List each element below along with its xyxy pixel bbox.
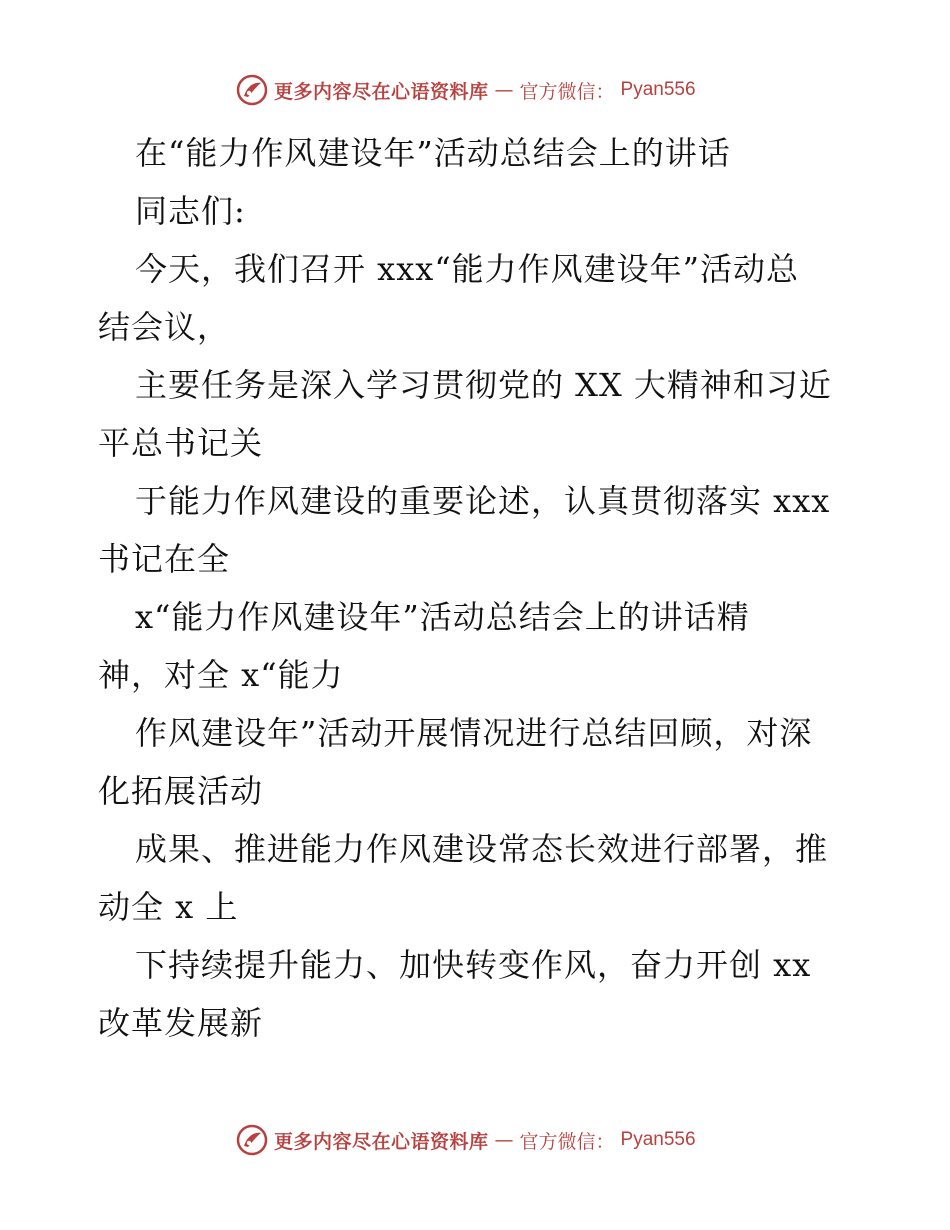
body-line: 作风建设年”活动开展情况进行总结回顾，对深: [135, 714, 813, 752]
body-line: 改革发展新: [98, 1004, 264, 1042]
body-line: 结会议，: [98, 308, 231, 346]
footer-banner: [236, 1122, 696, 1158]
body-line: 平总书记关: [98, 424, 264, 462]
body-line: 主要任务是深入学习贯彻党的 XX 大精神和习近: [135, 366, 832, 404]
document-body: [98, 124, 850, 1052]
body-line: 书记在全: [98, 540, 231, 578]
body-line: 神，对全 x“能力: [98, 656, 344, 694]
body-line: x“能力作风建设年”活动总结会上的讲话精: [135, 598, 750, 636]
body-line: 下持续提升能力、加快转变作风，奋力开创 xx: [135, 946, 812, 984]
footer-wechat-id: Pyan556: [620, 1129, 696, 1150]
body-line: 化拓展活动: [98, 772, 264, 810]
header-wechat-label: 官方微信：: [519, 80, 615, 103]
body-line: 于能力作风建设的重要论述，认真贯彻落实 xxx: [135, 482, 831, 520]
header-separator: —: [494, 79, 514, 101]
header-brand-text: 更多内容尽在心语资料库: [274, 80, 489, 103]
body-line: 动全 x 上: [98, 888, 239, 926]
footer-wechat-label: 官方微信：: [519, 1130, 615, 1153]
brand-logo-icon: [236, 74, 268, 106]
body-line: 今天，我们召开 xxx“能力作风建设年”活动总: [135, 250, 800, 288]
footer-separator: —: [494, 1129, 514, 1151]
header-banner: [236, 72, 696, 108]
document-title: 在“能力作风建设年”活动总结会上的讲话: [135, 134, 731, 172]
footer-brand-text: 更多内容尽在心语资料库: [274, 1130, 489, 1153]
salutation: 同志们:: [135, 192, 246, 230]
body-line: 成果、推进能力作风建设常态长效进行部署，推: [135, 830, 829, 868]
brand-logo-icon: [236, 1124, 268, 1156]
header-wechat-id: Pyan556: [620, 79, 696, 100]
